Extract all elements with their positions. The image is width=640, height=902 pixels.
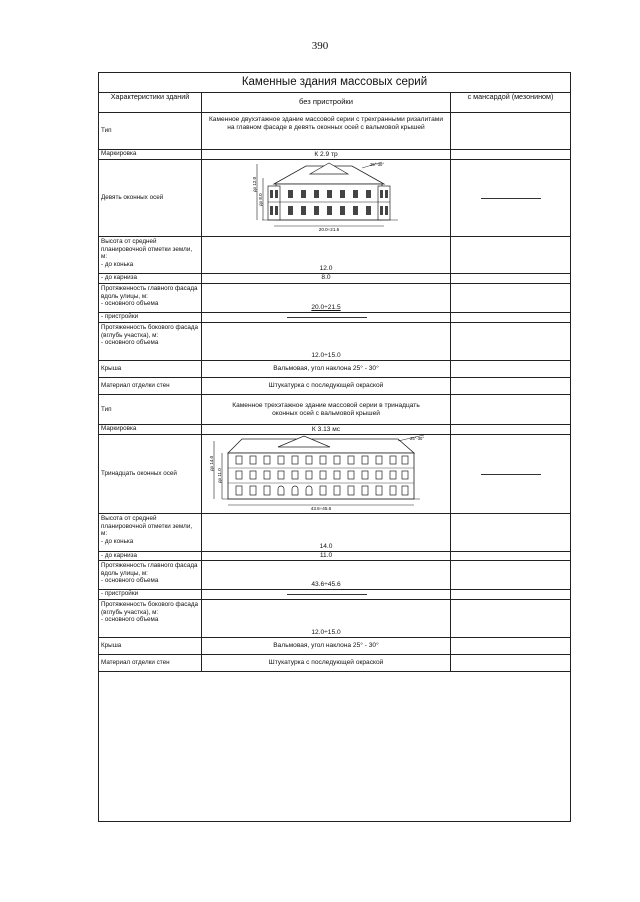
b1-main-volume-value: 20.0÷21.5 bbox=[311, 304, 341, 311]
b2-extension-label: - пристройки bbox=[99, 590, 202, 599]
b2-height-row bbox=[99, 514, 570, 552]
buildings-table bbox=[98, 72, 571, 822]
b2-dim-h1: до 14.0 bbox=[209, 455, 214, 471]
b1-eaves-label: - до карниза bbox=[99, 274, 202, 283]
b1-marking-row bbox=[99, 150, 570, 160]
b1-extension-label: - пристройки bbox=[99, 313, 202, 322]
b1-dim-width: 20.0÷21.5 bbox=[318, 227, 340, 232]
b1-dim-h1: до 12.0 bbox=[252, 176, 257, 192]
b2-height-label: Высота от средней планировочной отметки земли, м: bbox=[101, 515, 193, 538]
b1-axes-label: Девять оконных осей bbox=[99, 160, 202, 236]
b1-marking-value: К 2.9 тр bbox=[202, 150, 451, 159]
b1-side-main-volume-label: - основного объема bbox=[101, 339, 159, 347]
b1-facade-svg bbox=[202, 160, 451, 236]
b1-roof-angle: 25°-30° bbox=[370, 162, 385, 167]
b2-ridge-label: - до конька bbox=[101, 537, 134, 545]
b2-facade-length-row bbox=[99, 561, 570, 590]
b1-height-cell bbox=[99, 237, 202, 273]
b2-marking-label: Маркировка bbox=[99, 425, 202, 434]
b1-main-volume-label: - основного объема bbox=[101, 300, 159, 308]
b1-dim-h2: до 8.0 bbox=[258, 193, 263, 206]
b2-dim-width: 43.6÷45.6 bbox=[310, 506, 332, 511]
b1-marking-label: Маркировка bbox=[99, 150, 202, 159]
b1-drawing-row bbox=[99, 160, 570, 237]
header-without-extension: без пристройки bbox=[202, 92, 451, 112]
b1-eaves-value: 8.0 bbox=[202, 274, 451, 283]
b2-mansard-dash bbox=[481, 474, 541, 475]
b2-ridge-value: 14.0 bbox=[319, 543, 333, 550]
b1-extension-row bbox=[99, 313, 570, 323]
b2-facade-length-label: Протяженность главного фасада вдоль улицы, м: bbox=[101, 562, 198, 577]
b1-height-label: Высота от средней планировочной отметки земли, м: bbox=[101, 238, 193, 261]
b2-marking-value: К 3.13 мс bbox=[202, 425, 451, 434]
b1-roof-value: Вальмовая, угол наклона 25° - 30° bbox=[202, 361, 451, 377]
b2-extension-dash bbox=[287, 594, 367, 595]
b2-eaves-value: 11.0 bbox=[202, 552, 451, 560]
b1-side-main-volume-value: 12.0÷15.0 bbox=[311, 352, 341, 359]
b1-finish-value: Штукатурка с последующей окраской bbox=[202, 378, 451, 394]
b1-mansard-dash bbox=[481, 198, 541, 199]
b2-dim-h2: до 11.0 bbox=[217, 468, 222, 483]
b2-finish-row bbox=[99, 655, 570, 672]
b2-roof-value: Вальмовая, угол наклона 25° - 30° bbox=[202, 638, 451, 654]
b2-eaves-label: - до карниза bbox=[99, 552, 202, 560]
b1-facade-drawing bbox=[202, 160, 451, 236]
b2-height-cell bbox=[99, 514, 202, 551]
b2-side-main-volume-label: - основного объема bbox=[101, 616, 159, 624]
table-title: Каменные здания массовых серий bbox=[99, 73, 570, 93]
header-with-mansard: с мансардой (мезонином) bbox=[467, 92, 554, 101]
b1-finish-label: Материал отделки стен bbox=[99, 378, 202, 394]
b2-side-facade-cell bbox=[99, 600, 202, 637]
b2-roof-angle: 25°-30° bbox=[410, 436, 425, 441]
b1-ridge-value: 12.0 bbox=[319, 265, 333, 272]
b2-facade-drawing bbox=[202, 435, 451, 513]
b2-main-volume-label: - основного объема bbox=[101, 577, 159, 585]
b1-type-value: Каменное двухэтажное здание массовой серии с трехгранными ризалитами на главном фасаде в девять оконных осей с вальмовой крышей bbox=[202, 113, 451, 149]
b1-type-label: Тип bbox=[99, 113, 202, 149]
b2-drawing-row bbox=[99, 435, 570, 514]
b2-marking-row bbox=[99, 425, 570, 435]
page-number: 390 bbox=[311, 40, 329, 52]
b1-facade-length-row bbox=[99, 284, 570, 313]
b2-roof-label: Крыша bbox=[99, 638, 202, 654]
b1-height-row bbox=[99, 237, 570, 274]
b1-eaves-row bbox=[99, 274, 570, 284]
b2-main-volume-value: 43.6÷45.6 bbox=[311, 581, 341, 588]
b2-side-facade-row bbox=[99, 600, 570, 638]
b1-extension-dash bbox=[287, 317, 367, 318]
b2-axes-label: Тринадцать оконных осей bbox=[99, 435, 202, 513]
b2-facade-svg bbox=[202, 435, 451, 513]
b2-finish-value: Штукатурка с последующей окраской bbox=[202, 655, 451, 671]
b1-facade-length-label: Протяженность главного фасада вдоль улицы, м: bbox=[101, 285, 198, 300]
b2-eaves-row bbox=[99, 552, 570, 561]
b1-side-facade-cell bbox=[99, 323, 202, 360]
b1-side-facade-label: Протяженность бокового фасада (вглубь участка), м: bbox=[101, 324, 199, 339]
b1-finish-row bbox=[99, 378, 570, 395]
header-characteristics: Характеристики зданий bbox=[99, 92, 202, 112]
table-header-row bbox=[99, 92, 570, 113]
b2-side-main-volume-value: 12.0÷15.0 bbox=[311, 629, 341, 636]
b1-ridge-label: - до конька bbox=[101, 260, 134, 268]
b2-type-row bbox=[99, 395, 570, 425]
b2-side-facade-label: Протяженность бокового фасада (вглубь участка), м: bbox=[101, 601, 199, 616]
b2-type-label: Тип bbox=[99, 395, 202, 424]
b2-type-value: Каменное трехэтажное здание массовой серии в тринадцать оконных осей с вальмовой крышей bbox=[202, 395, 451, 424]
b2-roof-row bbox=[99, 638, 570, 655]
b1-facade-length-cell bbox=[99, 284, 202, 312]
b1-type-row bbox=[99, 113, 570, 150]
b2-finish-label: Материал отделки стен bbox=[99, 655, 202, 671]
b1-roof-label: Крыша bbox=[99, 361, 202, 377]
b2-extension-row bbox=[99, 590, 570, 600]
b2-facade-length-cell bbox=[99, 561, 202, 589]
b1-roof-row bbox=[99, 361, 570, 378]
b1-side-facade-row bbox=[99, 323, 570, 361]
